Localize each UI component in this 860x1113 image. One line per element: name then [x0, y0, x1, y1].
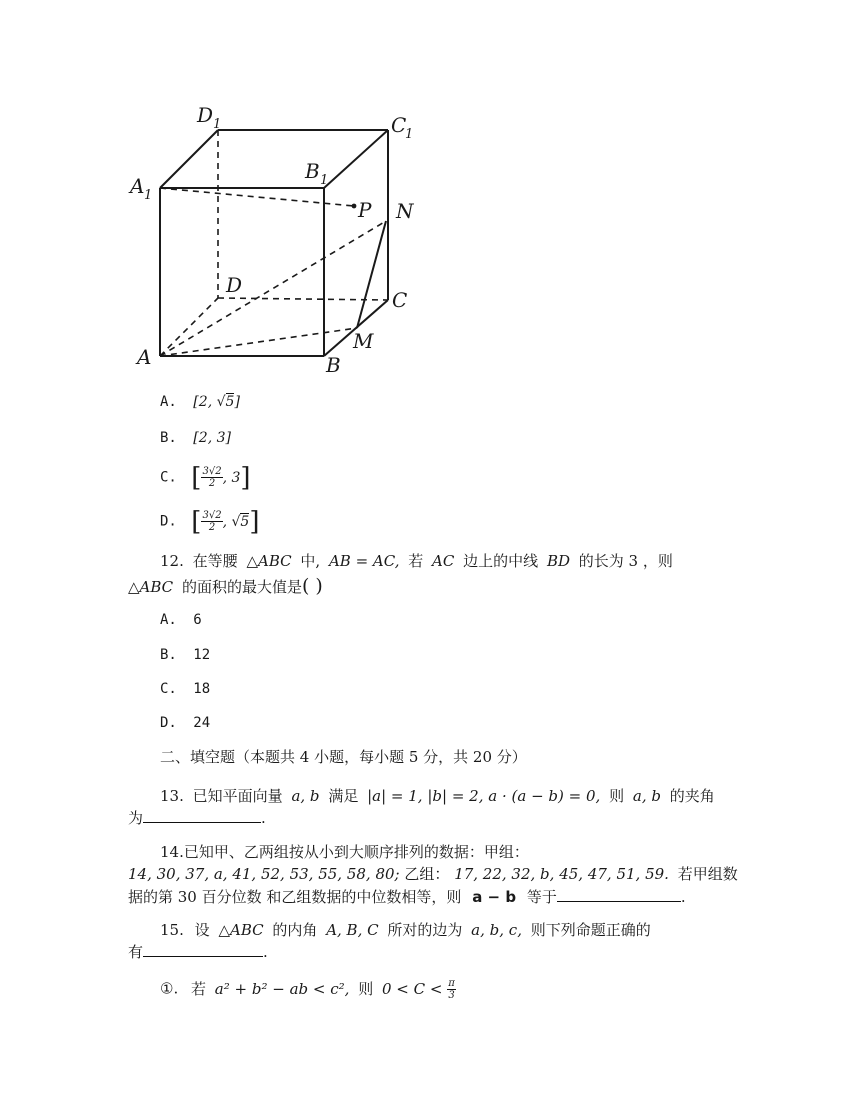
section-title: 二、填空题（本题共 4 小题，每小题 5 分，共 20 分）	[160, 748, 527, 766]
edge-B1C1	[324, 130, 388, 188]
label-C1-sub: 1	[405, 127, 414, 142]
label-M: M	[353, 329, 374, 353]
label-B1-sub: 1	[320, 173, 329, 188]
label-B1: B	[305, 159, 320, 183]
q11-option-c[interactable]: C. [ $\frac{3√2}{2}$ , 3]	[160, 462, 251, 493]
q15-answer-blank[interactable]	[143, 942, 263, 957]
label-A1-sub: 1	[144, 188, 153, 203]
label-A: A	[137, 345, 152, 369]
edge-A1D1	[160, 130, 218, 188]
q13-answer-blank[interactable]	[143, 808, 261, 823]
q12-line2: △ABC 的面积的最大值是( )	[128, 575, 323, 597]
q11-option-d[interactable]: D. [ $\frac{3√2}{2}$ , √5]	[160, 506, 260, 537]
q11-option-b[interactable]: B. [2, 3]	[160, 430, 231, 446]
q15-line2: 有 .	[128, 943, 268, 961]
q14-line3: 据的第 30 百分位数 和乙组数据的中位数相等，则 a − b 等于 .	[128, 888, 686, 906]
q14-line1: 14.已知甲、乙两组按从小到大顺序排列的数据：甲组：	[160, 843, 529, 861]
label-D1: D	[197, 103, 214, 127]
q12-option-a[interactable]: A. 6	[160, 612, 202, 628]
q14-answer-blank[interactable]	[557, 887, 681, 902]
label-N: N	[396, 199, 414, 223]
label-D1-sub: 1	[213, 117, 222, 132]
edge-DC	[218, 298, 388, 300]
cube-figure	[120, 95, 430, 385]
label-P: P	[358, 198, 372, 222]
label-B: B	[326, 353, 341, 377]
q14-line2: 14, 30, 37, a, 41, 52, 53, 55, 58, 80; 乙组： 17, 22, 32, b, 45, 47, 51, 59. 若甲组数	[128, 865, 738, 883]
label-C1: C	[391, 113, 407, 137]
q15-item1: ①. 若 a² + b² − ab < c², 则 0 < C < $\frac{\pi}{3}$	[160, 978, 455, 1001]
q11-option-a[interactable]: A. [2, √5]	[160, 394, 240, 410]
q12-option-c[interactable]: C. 18	[160, 681, 211, 697]
q12-line1: 12. 在等腰 △ABC 中, AB = AC, 若 AC 边上的中线 BD 的长为 3 ，则	[160, 552, 673, 570]
label-A1: A	[130, 174, 145, 198]
q12-option-d[interactable]: D. 24	[160, 715, 211, 731]
point-P	[352, 204, 357, 209]
segment-MN	[357, 221, 386, 328]
q15-line1: 15. 设 △ABC 的内角 A, B, C 所对的边为 a, b, c, 则下列命题正确的	[160, 921, 651, 939]
q13-line2: 为 .	[128, 809, 266, 827]
label-D: D	[226, 273, 243, 297]
label-C: C	[392, 288, 408, 312]
q12-option-b[interactable]: B. 12	[160, 647, 211, 663]
q13-line1: 13. 已知平面向量 a, b 满足 |a| = 1, |b| = 2, a · (a − b) = 0, 则 a, b 的夹角	[160, 787, 715, 805]
